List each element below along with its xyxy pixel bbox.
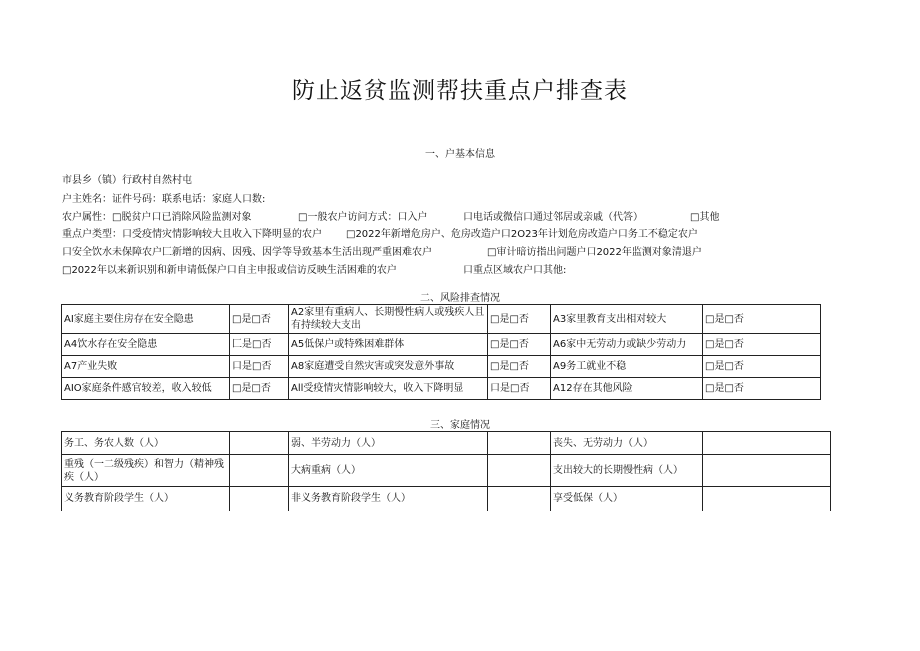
risk-question: A2家里有重病人、长期慢性病人或残疾人且有持续较大支出 [289,305,488,334]
risk-question: A8家庭遭受自然灾害或突发意外事故 [289,356,488,378]
family-count-cell[interactable] [703,487,831,511]
family-count-cell[interactable] [230,487,289,511]
risk-answer-checkbox[interactable]: □是□否 [703,305,821,334]
family-label: 重残（一二级残疾）和智力（精神残疾（人） [62,455,230,487]
risk-question: A6家中无劳动力或缺少劳动力 [551,334,703,356]
attribute-options: 农户属性：□脱贫户口已消除风险监测对象 [62,212,252,223]
family-label: 务工、务农人数（人） [62,432,230,455]
table-row [62,487,831,511]
table-row [62,305,821,334]
table-row [62,432,831,455]
family-count-cell[interactable] [230,455,289,487]
key-type-options-a: 重点户类型：口受疫情灾情影响较大且收入下降明显的农户 [62,229,322,240]
risk-question: All受疫情灾情影响较大，收入下降明显 [289,378,488,400]
family-count-cell[interactable] [703,432,831,455]
risk-answer-checkbox[interactable]: □是□否 [230,378,289,400]
risk-answer-checkbox[interactable]: 口是□否 [488,378,551,400]
risk-question: A7产业失败 [62,356,230,378]
table-row [62,378,821,400]
visit-method-alt-options: 口电话或微信口通过邻居或亲戚（代答） [463,212,643,223]
family-label: 享受低保（人） [551,487,703,511]
location-line: 市县乡（镇）行政村自然村屯 [62,175,192,186]
family-label: 丧失、无劳动力（人） [551,432,703,455]
risk-question: A3家里教育支出相对较大 [551,305,703,334]
risk-answer-checkbox[interactable]: □是□否 [488,334,551,356]
family-label: 大病重病（人） [289,455,488,487]
table-row [62,356,821,378]
table-row [62,455,831,487]
key-type-options-d: □审计暗访指出问题户口2022年监测对象清退户 [487,247,702,258]
household-head-line: 户主姓名：证件号码：联系电话：家庭人口数: [62,194,266,205]
risk-answer-checkbox[interactable]: □是□否 [703,378,821,400]
risk-answer-checkbox[interactable]: 口是□否 [230,356,289,378]
family-count-cell[interactable] [488,432,551,455]
risk-answer-checkbox[interactable]: □是□否 [230,305,289,334]
family-label: 义务教育阶段学生（人） [62,487,230,511]
family-label: 支出较大的长期慢性病（人） [551,455,703,487]
section-basic-info-heading: 一、户基本信息 [425,149,495,160]
family-label: 非义务教育阶段学生（人） [289,487,488,511]
family-count-cell[interactable] [230,432,289,455]
risk-question: A5低保户或特殊困难群体 [289,334,488,356]
key-type-options-f: 口重点区域农户口其他: [463,265,567,276]
family-table [61,431,831,511]
family-count-cell[interactable] [703,455,831,487]
risk-table [61,304,821,400]
family-count-cell[interactable] [488,455,551,487]
risk-answer-checkbox[interactable]: □是□否 [488,305,551,334]
visit-method-other: □其他 [690,212,720,223]
section-family-heading: 三、家庭情况 [430,420,490,431]
key-type-options-e: □2022年以来新识别和新申请低保户口自主申报或信访反映生活困难的农户 [62,265,397,276]
risk-answer-checkbox[interactable]: □是□否 [488,356,551,378]
visit-method-options: □一般农户访问方式：口入户 [298,212,428,223]
table-row [62,334,821,356]
family-count-cell[interactable] [488,487,551,511]
key-type-options-c: 口安全饮水未保障农户匚新增的因病、因残、因学等导致基本生活出现严重困难农户 [62,247,432,258]
risk-answer-checkbox[interactable]: □是□否 [703,356,821,378]
risk-question: AIO家庭条件感官较差，收入较低 [62,378,230,400]
risk-question: A4饮水存在安全隐患 [62,334,230,356]
family-label: 弱、半劳动力（人） [289,432,488,455]
section-risk-heading: 二、风险排查情况 [420,293,500,304]
key-type-options-b: □2022年新增危房户、危房改造户口2O23年计划危房改造户口务工不稳定农户 [346,229,698,240]
page-title: 防止返贫监测帮扶重点户排查表 [292,78,628,104]
risk-question: AI家庭主要住房存在安全隐患 [62,305,230,334]
risk-answer-checkbox[interactable]: □是□否 [703,334,821,356]
risk-answer-checkbox[interactable]: 匚是□否 [230,334,289,356]
risk-question: A9务工就业不稳 [551,356,703,378]
risk-question: A12存在其他风险 [551,378,703,400]
